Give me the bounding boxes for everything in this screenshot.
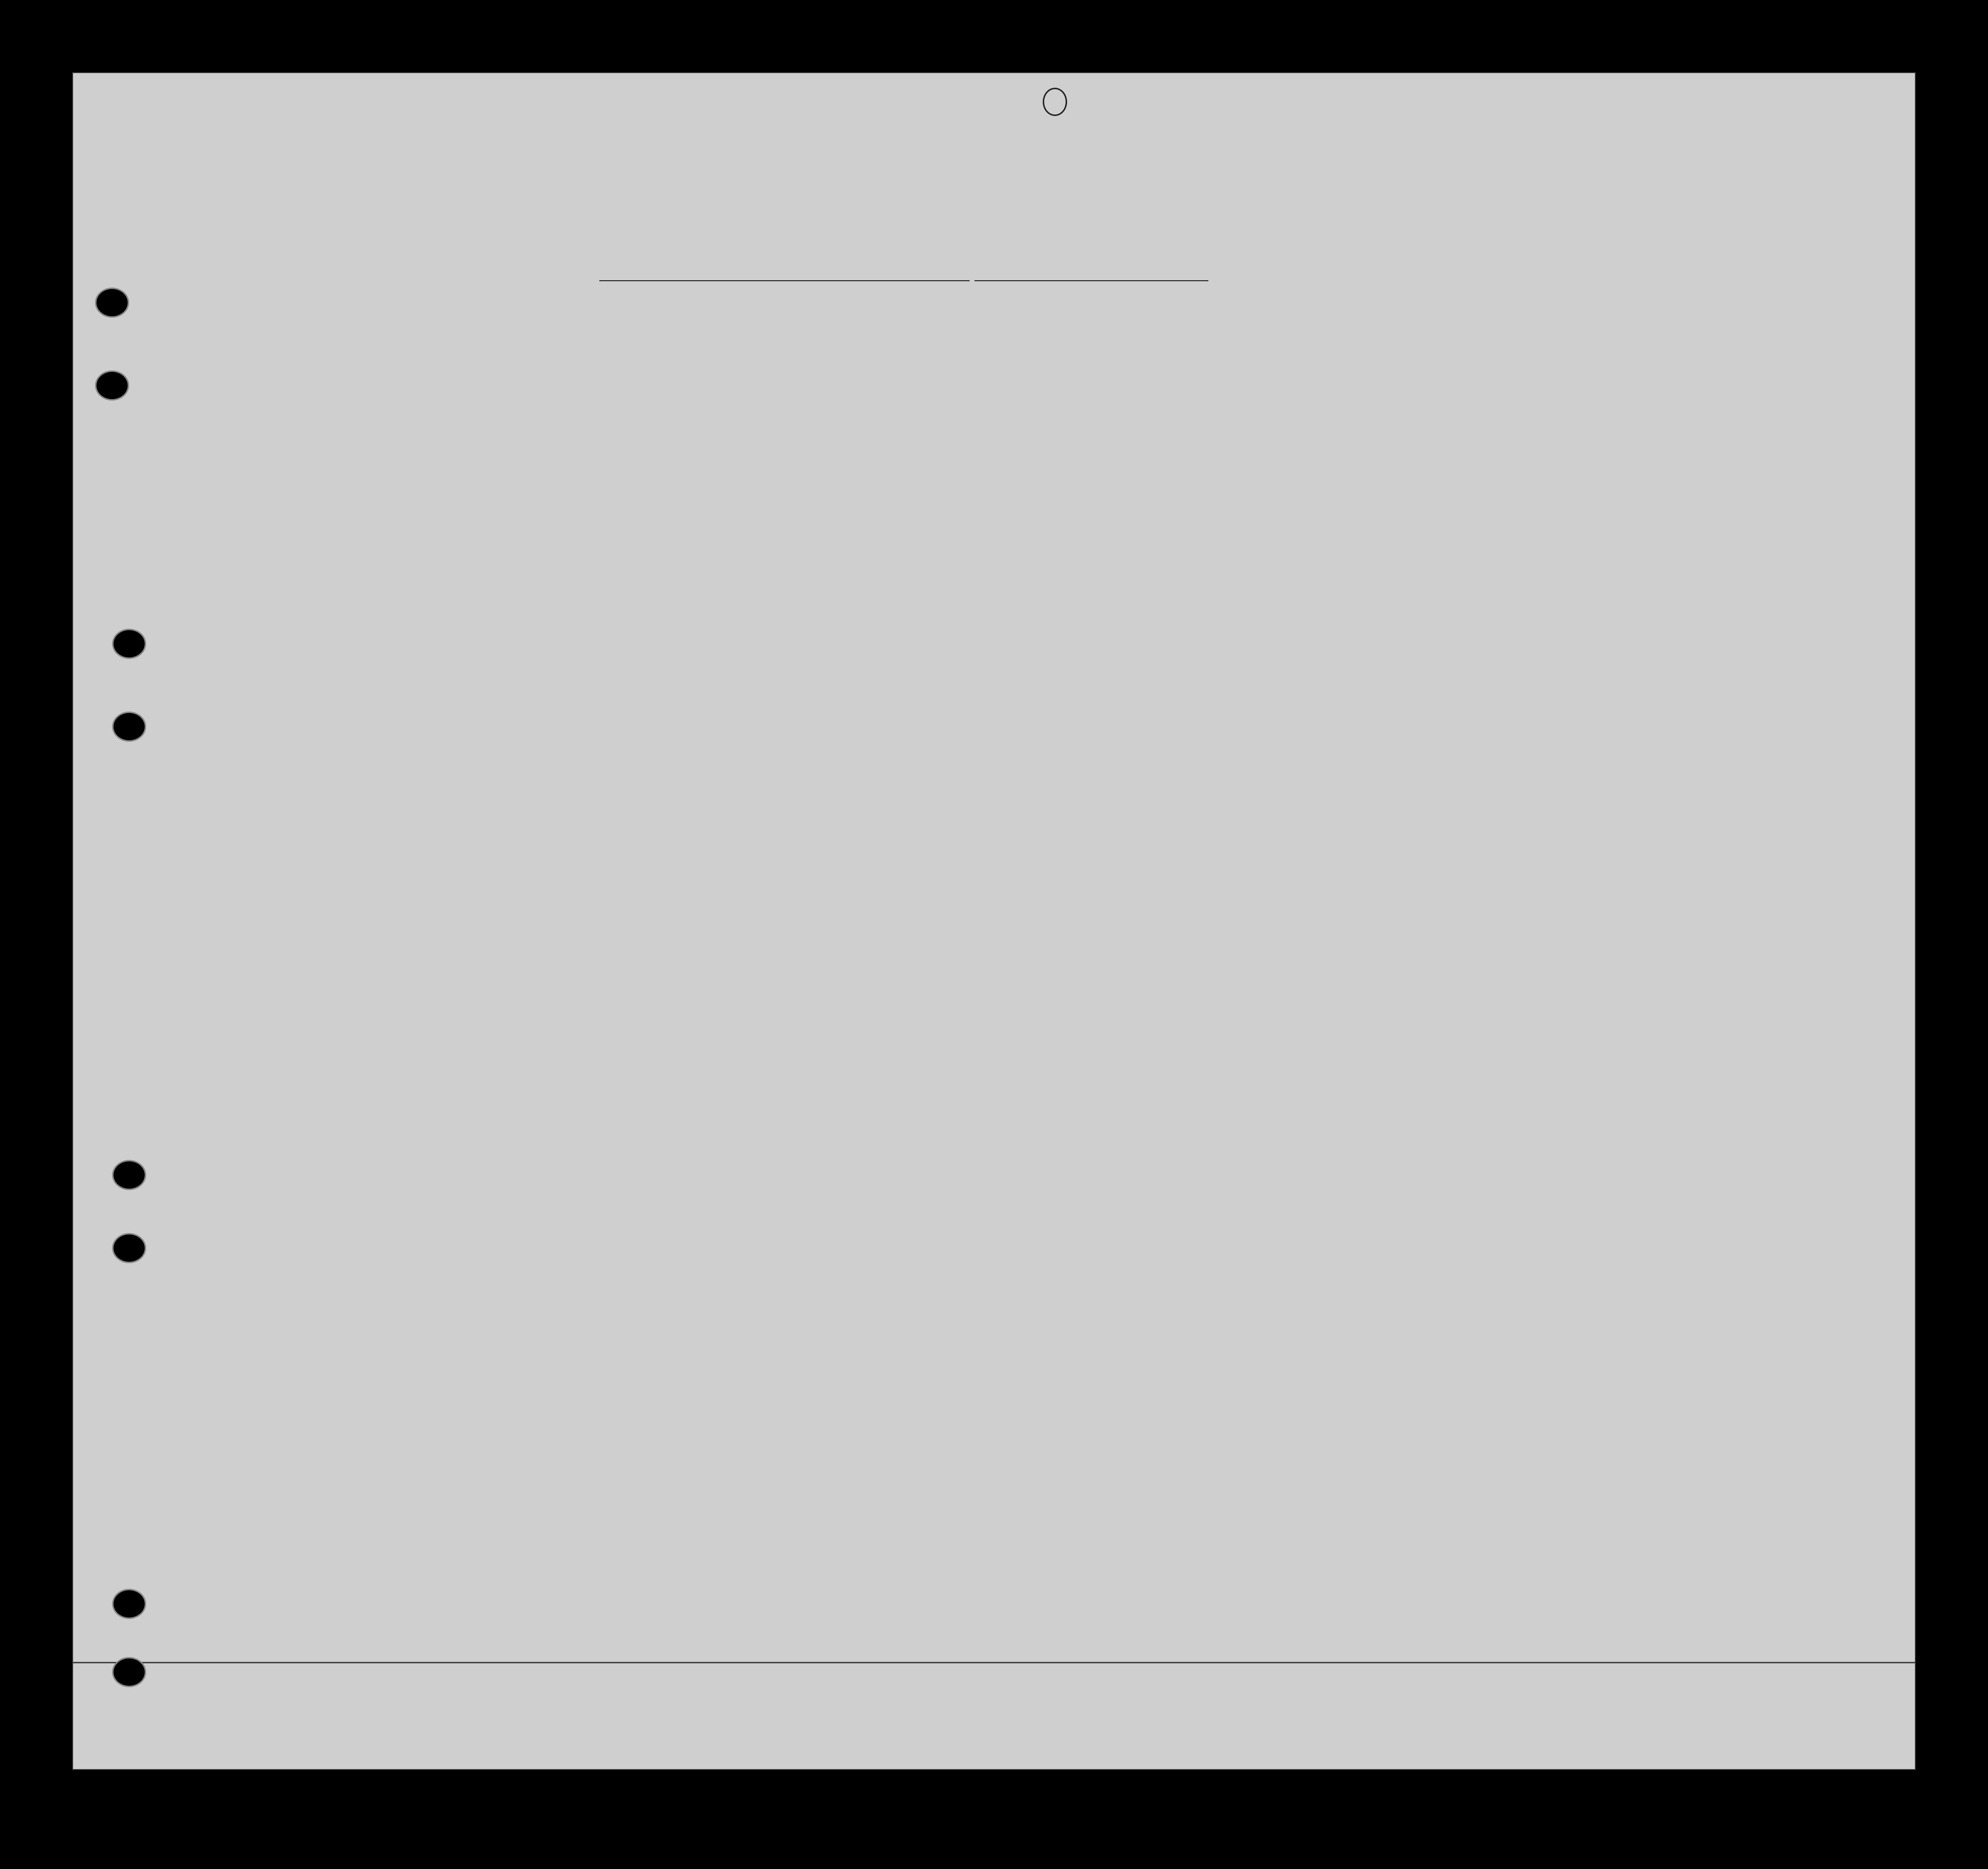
date-underline (975, 280, 1208, 281)
binder-hole (112, 1160, 146, 1190)
binder-hole (112, 712, 146, 742)
port-underline (599, 280, 970, 281)
circled-page-mark (1043, 88, 1067, 116)
binder-hole (112, 629, 146, 659)
manifest-table (151, 297, 1934, 1691)
binder-hole (95, 288, 129, 318)
manifest-sheet (73, 73, 1915, 1769)
binder-hole (112, 1589, 146, 1619)
binder-hole (112, 1657, 146, 1687)
binder-hole (95, 370, 129, 401)
footer-divider (73, 1662, 1915, 1663)
binder-hole (112, 1233, 146, 1263)
